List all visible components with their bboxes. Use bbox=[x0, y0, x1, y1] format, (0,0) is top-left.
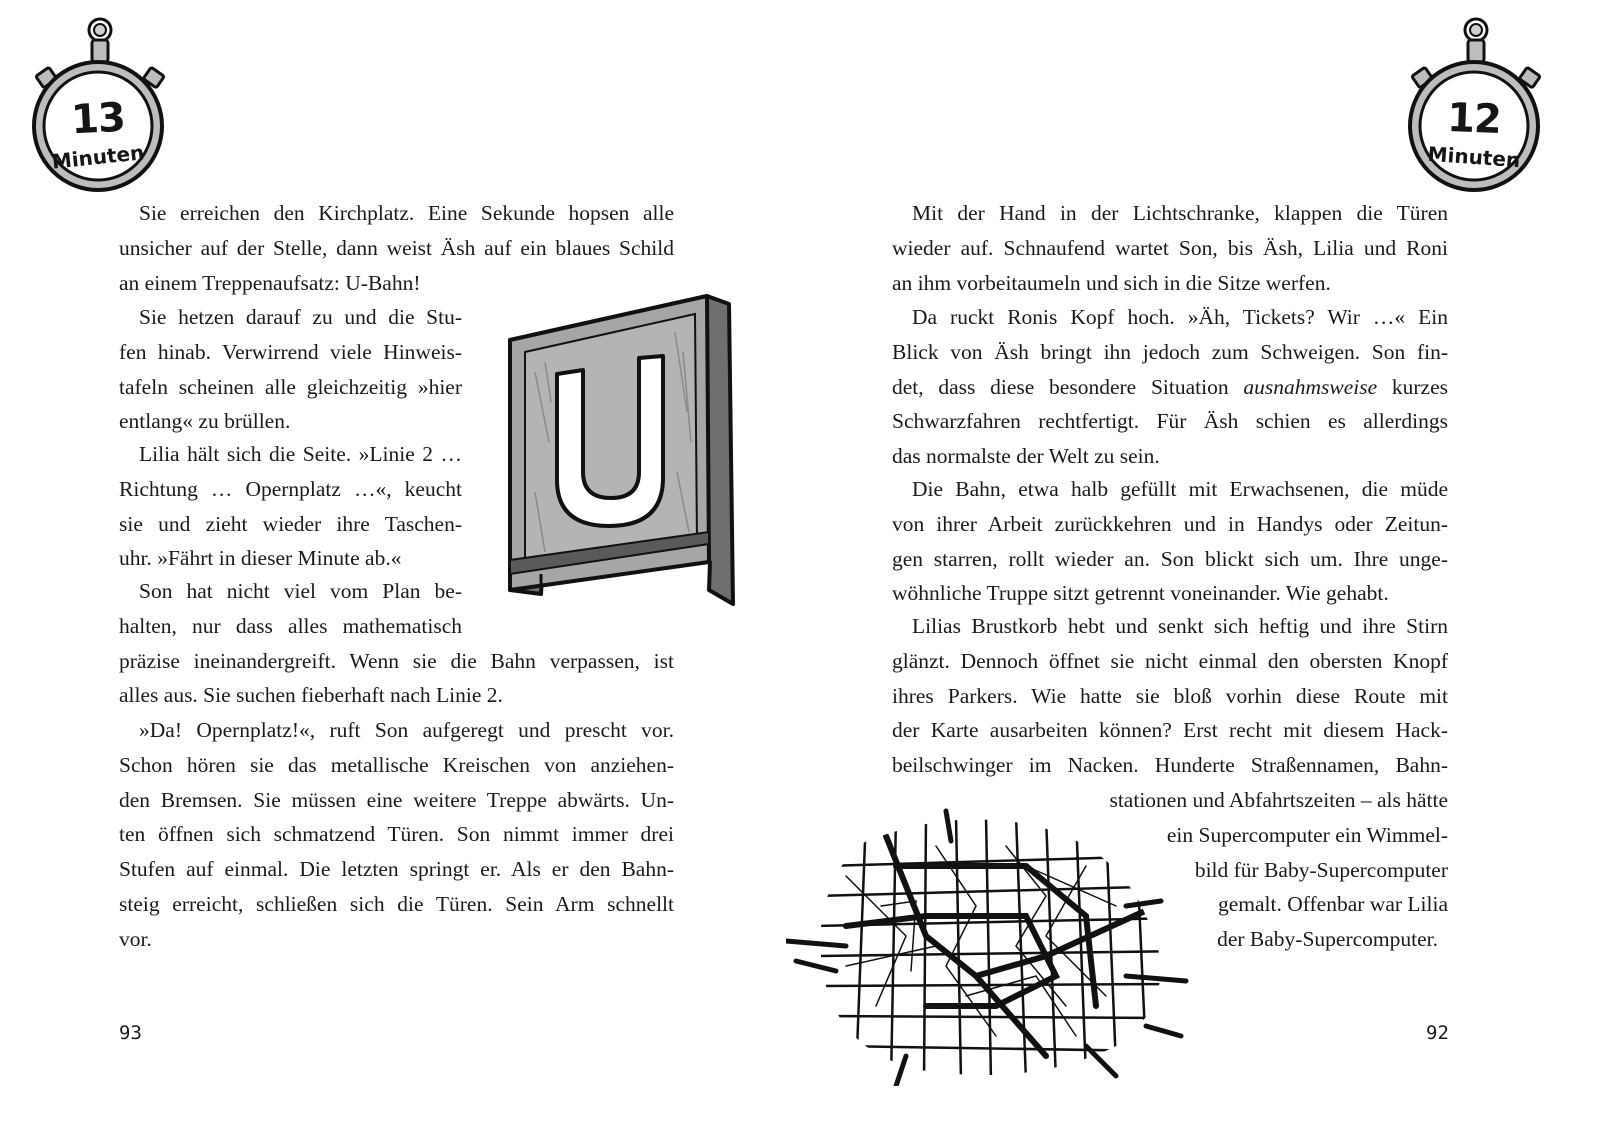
text-line: präzise ineinandergreift. Wenn sie die Bahn verpassen, ist bbox=[119, 648, 674, 673]
text-line: Lilia hält sich die Seite. »Linie 2 … bbox=[139, 442, 462, 466]
text-line: uhr. »Fährt in dieser Minute ab.« bbox=[119, 546, 402, 571]
text-line: Richtung … Opernplatz …«, keucht bbox=[119, 476, 462, 501]
text-line: gemalt. Offenbar war Lilia bbox=[1217, 892, 1448, 917]
timer-unit: Minuten bbox=[50, 140, 146, 174]
text-line bbox=[892, 370, 1448, 405]
stopwatch-icon bbox=[1404, 12, 1544, 202]
text-line: bild für Baby-Supercomputer bbox=[1194, 857, 1448, 882]
text-line: stationen und Abfahrtszeiten – als hätte bbox=[1109, 787, 1448, 812]
text-line: vor. bbox=[119, 926, 152, 951]
timer-number: 13 bbox=[69, 94, 126, 144]
text-line: tafeln scheinen alle gleichzeitig »hier bbox=[119, 374, 462, 399]
paragraph bbox=[119, 437, 462, 576]
text-line: Sie hetzen darauf zu und die Stu- bbox=[139, 305, 462, 329]
text-line: der Baby-Supercomputer. bbox=[1217, 927, 1438, 952]
text-line: fen hinab. Verwirrend viele Hinweis- bbox=[119, 339, 462, 364]
text-line: alles aus. Sie suchen fieberhaft nach Linie 2. bbox=[119, 683, 503, 708]
paragraph bbox=[119, 196, 674, 300]
paragraph bbox=[892, 472, 1448, 611]
text-line: unsicher auf der Stelle, dann weist Äsh auf ein blaues Schild bbox=[119, 235, 674, 260]
text-line: Stufen auf einmal. Die letzten springt er. Als er den Bahn- bbox=[119, 857, 674, 882]
text-line: sie und zieht wieder ihre Taschen- bbox=[119, 511, 462, 536]
text-line: Schon hören sie das metallische Kreischen von anziehen- bbox=[119, 752, 674, 777]
paragraph bbox=[119, 300, 462, 439]
ubahn-sign-drawing bbox=[505, 292, 740, 612]
text-line: Lilias Brustkorb hebt und senkt sich heftig und ihre Stirn bbox=[912, 614, 1448, 638]
text-line: glänzt. Dennoch öffnet sie nicht einmal den obersten Knopf bbox=[892, 648, 1448, 673]
text-run: det, dass diese besondere Situation bbox=[892, 374, 1244, 399]
text-line: Sie erreichen den Kirchplatz. Eine Sekunde hopsen alle bbox=[139, 201, 674, 225]
city-map-drawing bbox=[786, 806, 1196, 1086]
page-number: 93 bbox=[119, 1022, 142, 1044]
text-line: der Karte ausarbeiten können? Erst recht mit diesem Hack- bbox=[892, 718, 1448, 743]
city-map-illustration bbox=[786, 806, 1196, 1091]
ubahn-sign-illustration bbox=[505, 292, 740, 617]
text-line: wieder auf. Schnaufend wartet Son, bis Äsh, Lilia und Roni bbox=[892, 235, 1448, 260]
text-line: den Bremsen. Sie müssen eine weitere Treppe abwärts. Un- bbox=[119, 787, 674, 812]
paragraph bbox=[892, 300, 1448, 474]
text-line: gen starren, rollt wieder an. Son blickt sich um. Ihre unge- bbox=[892, 546, 1448, 571]
text-line: Son hat nicht viel vom Plan be- bbox=[139, 579, 462, 603]
text-line: von ihrer Arbeit zurückkehren und in Handys oder Zeitun- bbox=[892, 511, 1448, 536]
page-number: 92 bbox=[1426, 1022, 1449, 1044]
right-page bbox=[800, 0, 1600, 1131]
timer-number: 12 bbox=[1446, 95, 1502, 143]
text-line: Da ruckt Ronis Kopf hoch. »Äh, Tickets? Wir …« Ein bbox=[912, 305, 1448, 329]
text-line: ten öffnen sich schmatzend Türen. Son nimmt immer drei bbox=[119, 822, 674, 847]
text-line: Schwarzfahren rechtfertigt. Für Äsh schien es allerdings bbox=[892, 409, 1448, 434]
text-line: halten, nur dass alles mathematisch bbox=[119, 613, 462, 638]
text-line: Mit der Hand in der Lichtschranke, klappen die Türen bbox=[912, 201, 1448, 225]
text-run: kurzes bbox=[1377, 374, 1448, 399]
text-line: »Da! Opernplatz!«, ruft Son aufgeregt und prescht vor. bbox=[139, 718, 674, 742]
text-line: an einem Treppenaufsatz: U-Bahn! bbox=[119, 270, 421, 295]
text-line: wöhnliche Truppe sitzt getrennt voneinander. Wie gehabt. bbox=[892, 581, 1389, 606]
text-line: Die Bahn, etwa halb gefüllt mit Erwachsenen, die müde bbox=[912, 477, 1448, 501]
text-line: beilschwinger im Nacken. Hunderte Straßennamen, Bahn- bbox=[892, 753, 1448, 778]
text-line: das normalste der Welt zu sein. bbox=[892, 444, 1160, 469]
text-line: an ihm vorbeitaumeln und sich in die Sitze werfen. bbox=[892, 270, 1331, 295]
timer-unit: Minuten bbox=[1426, 141, 1522, 173]
paragraph bbox=[892, 196, 1448, 300]
paragraph bbox=[119, 713, 674, 957]
text-line: ein Supercomputer ein Wimmel- bbox=[1166, 822, 1448, 847]
emphasis-text: ausnahmsweise bbox=[1243, 374, 1378, 399]
text-line: steig erreicht, schließen sich die Türen. Sein Arm schnellt bbox=[119, 891, 674, 916]
text-line: ihres Parkers. Wie hatte sie bloß vorhin diese Route mit bbox=[892, 683, 1448, 708]
text-line: entlang« zu brüllen. bbox=[119, 409, 291, 434]
text-line: Blick von Äsh bringt ihn jedoch zum Schweigen. Son fin- bbox=[892, 339, 1448, 364]
stopwatch-icon bbox=[28, 12, 168, 202]
